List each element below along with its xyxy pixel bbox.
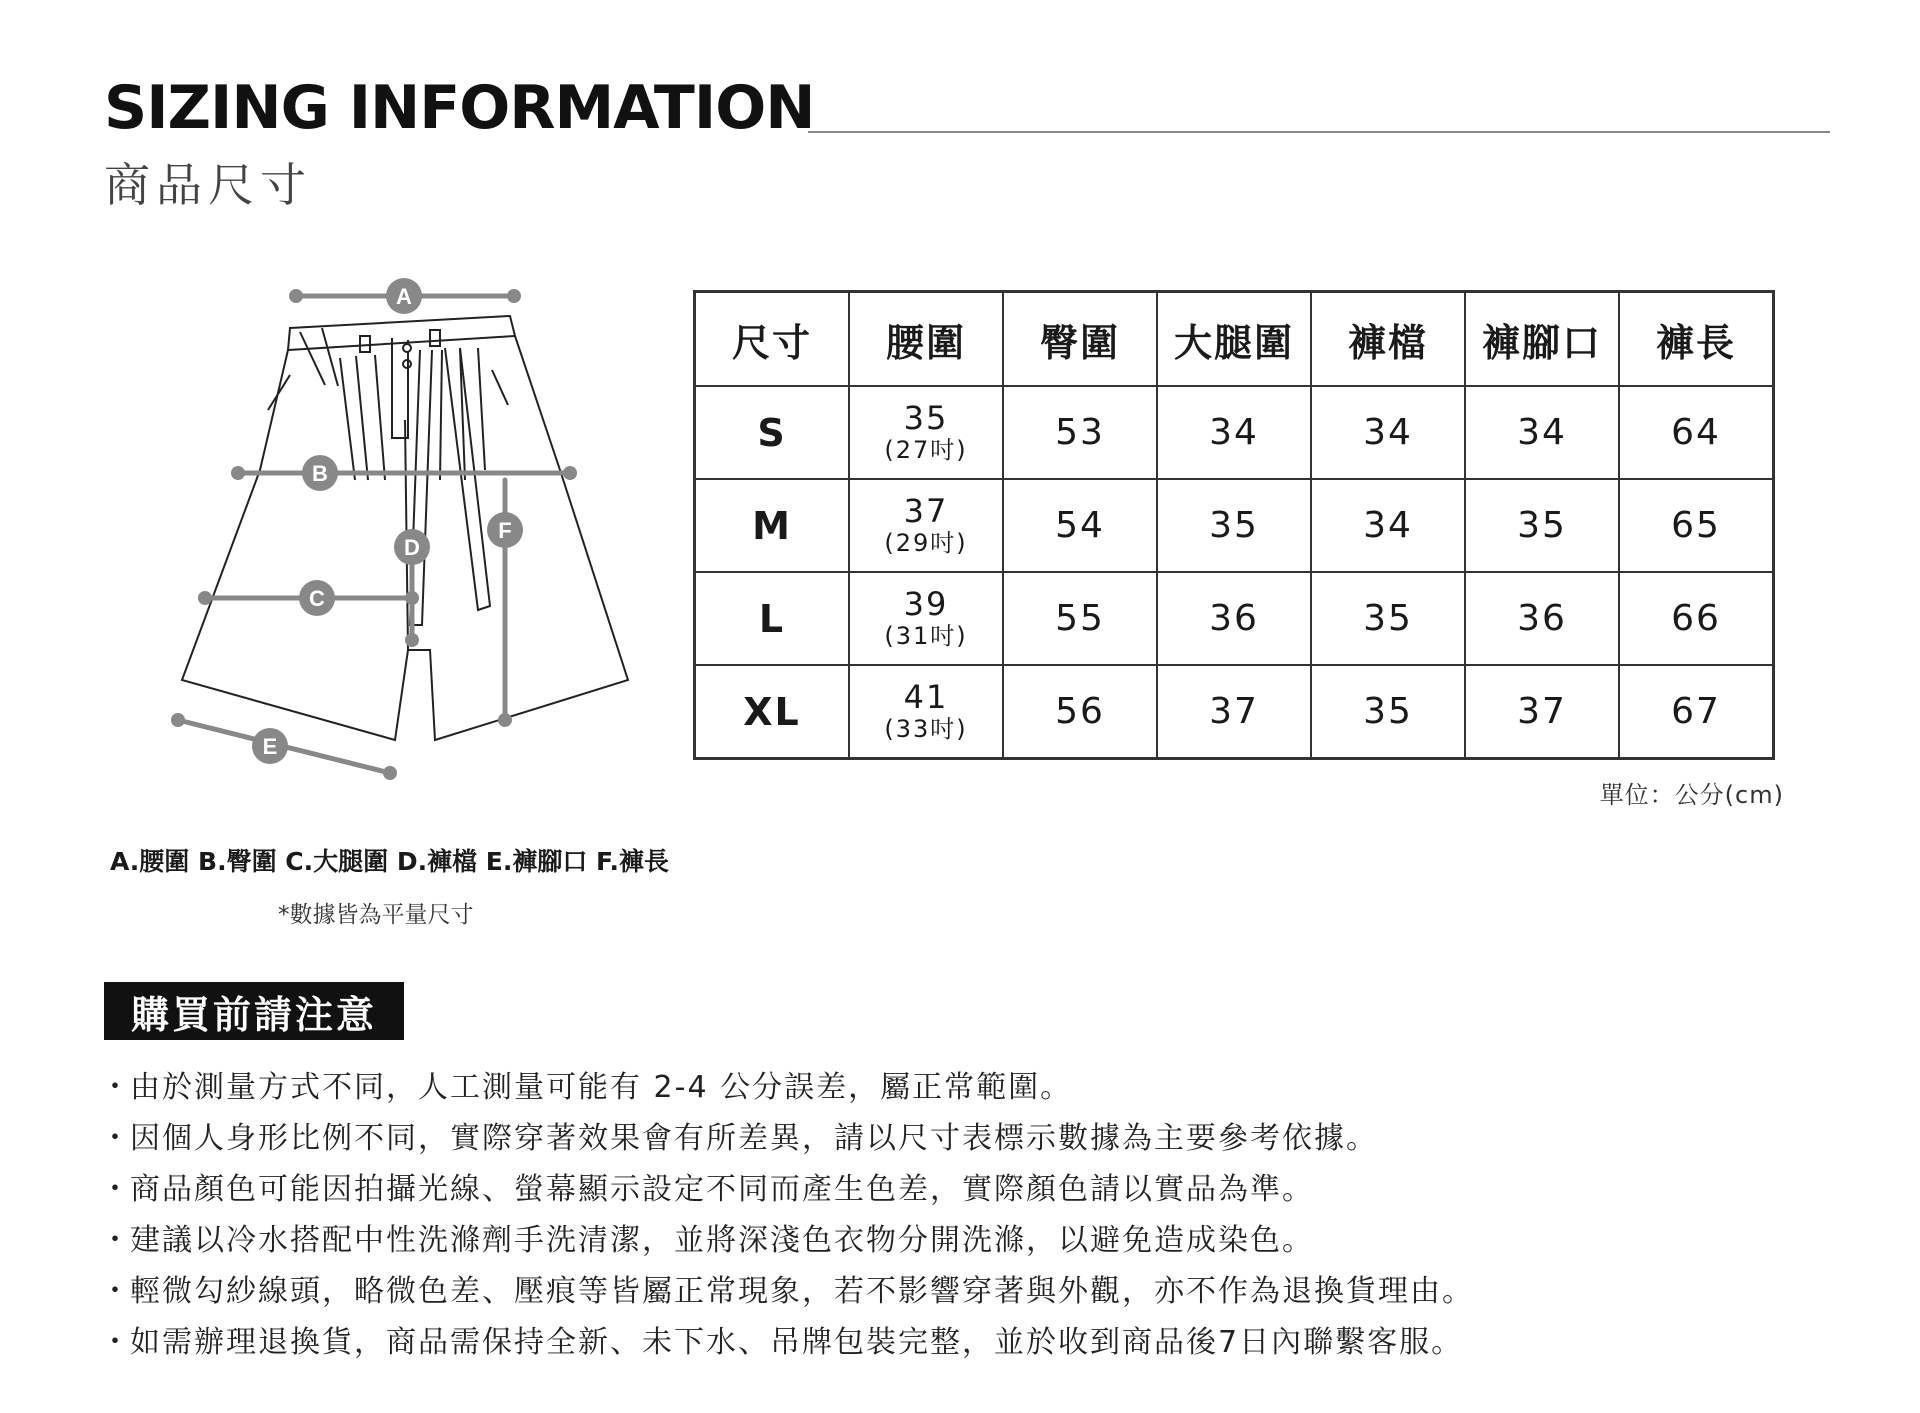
- page-title: SIZING INFORMATION: [104, 73, 815, 143]
- svg-text:A: A: [396, 284, 412, 309]
- header-hem: 褲腳口: [1465, 292, 1619, 387]
- notice-list: [100, 1062, 1474, 1368]
- svg-text:E: E: [262, 734, 278, 759]
- shorts-diagram: [160, 270, 640, 790]
- table-row: [695, 479, 1774, 572]
- unit-note: 單位：公分(cm): [1599, 781, 1784, 809]
- waist-value: 37: [903, 491, 949, 530]
- thigh-cell: 34: [1157, 386, 1311, 479]
- thigh-cell: 36: [1157, 572, 1311, 665]
- hem-cell: 36: [1465, 572, 1619, 665]
- size-cell: M: [695, 479, 850, 572]
- table-header-row: [695, 292, 1774, 387]
- list-item-text: 商品顏色可能因拍攝光線、螢幕顯示設定不同而產生色差，實際顏色請以實品為準。: [130, 1172, 1314, 1207]
- bullet-icon: ・: [100, 1121, 132, 1156]
- label-c: [299, 580, 335, 616]
- waist-value: 39: [903, 584, 949, 623]
- rise-cell: 35: [1311, 572, 1465, 665]
- table-row: [695, 572, 1774, 665]
- label-d: [394, 529, 430, 565]
- length-cell: 65: [1619, 479, 1774, 572]
- list-item: [100, 1317, 1474, 1368]
- bullet-icon: ・: [100, 1274, 132, 1309]
- length-cell: 64: [1619, 386, 1774, 479]
- hem-cell: 35: [1465, 479, 1619, 572]
- svg-text:F: F: [498, 518, 512, 543]
- thigh-cell: 35: [1157, 479, 1311, 572]
- waist-inch: (29吋): [884, 528, 968, 557]
- label-f: [487, 512, 523, 548]
- notice-title: 購買前請注意: [104, 982, 404, 1040]
- waist-inch: (27吋): [884, 435, 968, 464]
- header-hip: 臀圍: [1003, 292, 1157, 387]
- waist-inch: (33吋): [884, 714, 968, 743]
- hem-cell: 37: [1465, 665, 1619, 759]
- list-item: [100, 1215, 1474, 1266]
- hip-cell: 55: [1003, 572, 1157, 665]
- list-item: [100, 1266, 1474, 1317]
- thigh-cell: 37: [1157, 665, 1311, 759]
- waist-value: 41: [903, 677, 949, 716]
- list-item-text: 建議以冷水搭配中性洗滌劑手洗清潔，並將深淺色衣物分開洗滌，以避免造成染色。: [130, 1223, 1314, 1258]
- title-divider: [808, 131, 1830, 133]
- hem-cell: 34: [1465, 386, 1619, 479]
- list-item: [100, 1062, 1474, 1113]
- table-row: [695, 386, 1774, 479]
- label-a: [386, 278, 422, 314]
- flat-measure-note: *數據皆為平量尺寸: [278, 902, 474, 928]
- waist-cell: [849, 572, 1003, 665]
- header-thigh: 大腿圍: [1157, 292, 1311, 387]
- list-item: [100, 1113, 1474, 1164]
- svg-text:B: B: [312, 461, 328, 486]
- waist-inch: (31吋): [884, 621, 968, 650]
- length-cell: 67: [1619, 665, 1774, 759]
- size-cell: XL: [695, 665, 850, 759]
- size-cell: L: [695, 572, 850, 665]
- list-item-text: 輕微勾紗線頭，略微色差、壓痕等皆屬正常現象，若不影響穿著與外觀，亦不作為退換貨理由。: [130, 1274, 1474, 1309]
- bullet-icon: ・: [100, 1325, 132, 1360]
- size-table: [693, 290, 1775, 760]
- waist-cell: [849, 386, 1003, 479]
- waist-value: 35: [903, 398, 949, 437]
- hip-cell: 53: [1003, 386, 1157, 479]
- header-waist: 腰圍: [849, 292, 1003, 387]
- label-e: [252, 728, 288, 764]
- waist-cell: [849, 665, 1003, 759]
- svg-text:C: C: [309, 586, 325, 611]
- list-item-text: 由於測量方式不同，人工測量可能有 2-4 公分誤差，屬正常範圍。: [130, 1070, 1073, 1105]
- list-item-text: 如需辦理退換貨，商品需保持全新、未下水、吊牌包裝完整，並於收到商品後7日內聯繫客服。: [130, 1325, 1464, 1360]
- rise-cell: 34: [1311, 479, 1465, 572]
- label-b: [302, 455, 338, 491]
- rise-cell: 35: [1311, 665, 1465, 759]
- list-item: [100, 1164, 1474, 1215]
- size-cell: S: [695, 386, 850, 479]
- hip-cell: 56: [1003, 665, 1157, 759]
- svg-text:D: D: [404, 535, 420, 560]
- hip-cell: 54: [1003, 479, 1157, 572]
- table-row: [695, 665, 1774, 759]
- bullet-icon: ・: [100, 1172, 132, 1207]
- length-cell: 66: [1619, 572, 1774, 665]
- header-size: 尺寸: [695, 292, 850, 387]
- bullet-icon: ・: [100, 1070, 132, 1105]
- rise-cell: 34: [1311, 386, 1465, 479]
- page-subtitle: 商品尺寸: [104, 158, 312, 212]
- header-rise: 褲檔: [1311, 292, 1465, 387]
- measurement-legend: A.腰圍 B.臀圍 C.大腿圍 D.褲檔 E.褲腳口 F.褲長: [110, 847, 669, 876]
- header-length: 褲長: [1619, 292, 1774, 387]
- shorts-outline: [182, 316, 628, 740]
- list-item-text: 因個人身形比例不同，實際穿著效果會有所差異，請以尺寸表標示數據為主要參考依據。: [130, 1121, 1378, 1156]
- waist-cell: [849, 479, 1003, 572]
- bullet-icon: ・: [100, 1223, 132, 1258]
